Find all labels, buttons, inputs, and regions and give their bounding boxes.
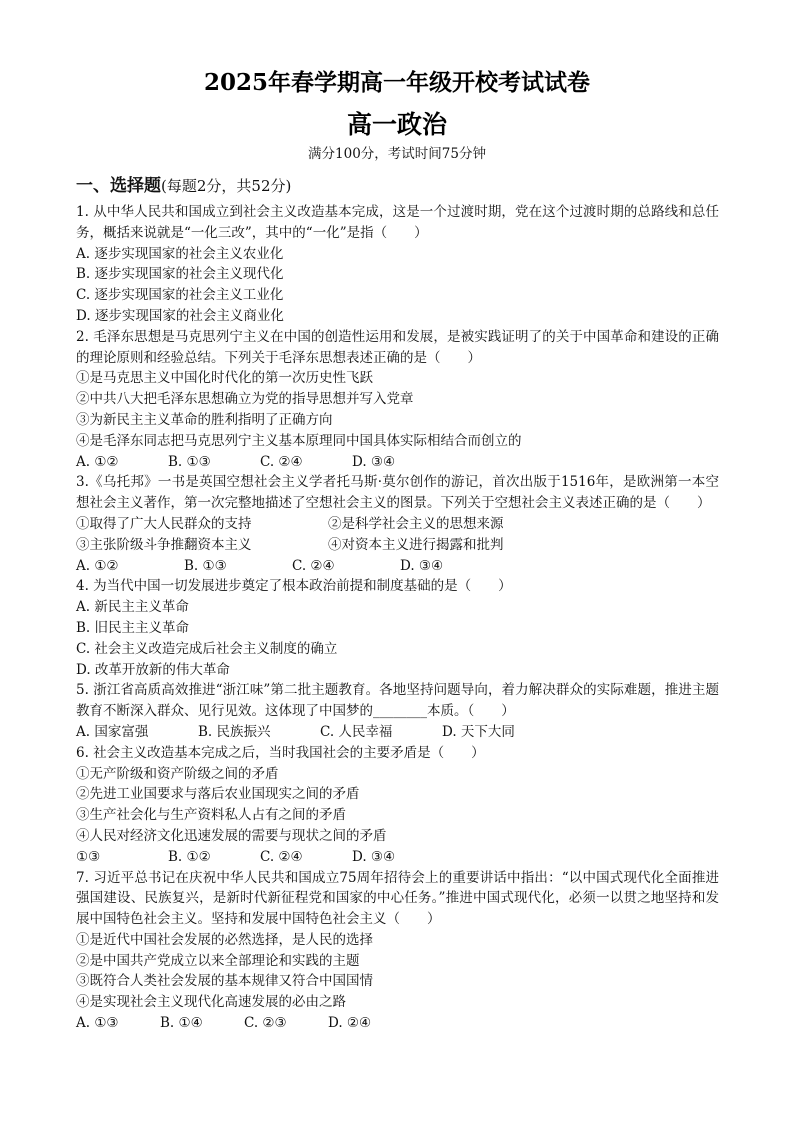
statement-3: ③生产社会化与生产资料私人占有之间的矛盾 <box>76 807 346 824</box>
statement-4: ④对资本主义进行揭露和批判 <box>328 536 504 553</box>
statement-row <box>76 535 719 556</box>
statement-4: ④人民对经济文化迅速发展的需要与现状之间的矛盾 <box>76 827 387 844</box>
statement-1: ①是近代中国社会发展的必然选择，是人民的选择 <box>76 931 373 948</box>
choice-b: B. ①④ <box>160 1015 203 1032</box>
question-7 <box>76 868 719 1034</box>
choice-b: B. ①③ <box>184 557 227 574</box>
choice-c: C. 人民幸福 <box>320 723 393 740</box>
question-6 <box>76 743 719 868</box>
choice-a: ①③ <box>76 848 101 865</box>
statement-3: ③为新民主主义革命的胜利指明了正确方向 <box>76 411 333 428</box>
question-5 <box>76 680 719 742</box>
choice-a: A. ①② <box>76 453 119 470</box>
statement-1: ①取得了广大人民群众的支持 <box>76 515 252 532</box>
score-info: 满分100分，考试时间75分钟 <box>308 146 486 162</box>
statement-2: ②中共八大把毛泽东思想确立为党的指导思想并写入党章 <box>76 391 414 408</box>
statement-2: ②是中国共产党成立以来全部理论和实践的主题 <box>76 952 360 969</box>
option-a: A. 逐步实现国家的社会主义农业化 <box>76 245 284 262</box>
answer-choices <box>76 556 719 577</box>
question-stem: 5. 浙江省高质高效推进“浙江味”第二批主题教育。各地坚持问题导向，着力解决群众的实际难题，推进主题教育不断深入群众、见行见效。这体现了中国梦的________本质。（ ） <box>76 682 719 720</box>
statement-2: ②先进工业国要求与落后农业国现实之间的矛盾 <box>76 786 360 803</box>
choice-d: D. ③④ <box>352 453 396 470</box>
option-d: D. 逐步实现国家的社会主义商业化 <box>76 307 284 324</box>
option-c: C. 逐步实现国家的社会主义工业化 <box>76 287 284 304</box>
statement-2: ②是科学社会主义的思想来源 <box>328 515 504 532</box>
option-b: B. 逐步实现国家的社会主义现代化 <box>76 266 284 283</box>
question-list <box>76 202 719 1034</box>
option-a: A. 新民主主义革命 <box>76 599 189 616</box>
statement-row <box>76 514 719 535</box>
answer-choices <box>76 452 719 473</box>
choice-a: A. 国家富强 <box>76 723 149 740</box>
question-stem: 6. 社会主义改造基本完成之后，当时我国社会的主要矛盾是（ ） <box>76 744 485 761</box>
option-d: D. 改革开放新的伟大革命 <box>76 661 230 678</box>
subject-title: 高一政治 <box>346 110 447 139</box>
choice-d: D. 天下大同 <box>442 723 515 740</box>
statement-1: ①无产阶级和资产阶级之间的矛盾 <box>76 765 279 782</box>
question-stem: 4. 为当代中国一切发展进步奠定了根本政治前提和制度基础的是（ ） <box>76 578 512 595</box>
exam-title: 2025年春学期高一年级开校考试试卷 <box>203 69 590 96</box>
section-title: 一、选择题 <box>76 176 161 196</box>
choice-a: A. ①② <box>76 557 119 574</box>
question-stem: 3.《乌托邦》一书是英国空想社会主义学者托马斯·莫尔创作的游记，首次出版于1516年，是欧洲第一本空想社会主义著作，第一次完整地描述了空想社会主义的图景。下列关于空想社会主义表述正确的是（ ） <box>76 474 719 512</box>
choice-b: B. ①③ <box>168 453 211 470</box>
choice-c: C. ②④ <box>292 557 335 574</box>
option-c: C. 社会主义改造完成后社会主义制度的确立 <box>76 640 338 657</box>
statement-3: ③主张阶级斗争推翻资本主义 <box>76 536 252 553</box>
choice-c: C. ②③ <box>244 1015 287 1032</box>
choice-d: D. ②④ <box>328 1015 372 1032</box>
choice-c: C. ②④ <box>260 453 303 470</box>
question-stem: 7. 习近平总书记在庆祝中华人民共和国成立75周年招待会上的重要讲话中指出：“以中国式现代化全面推进强国建设、民族复兴，是新时代新征程党和国家的中心任务。”推进中国式现代化，必须一以贯之地坚持和发展中国特色社会主义。坚持和发展中国特色社会主义（ ） <box>76 869 719 928</box>
question-2 <box>76 327 719 473</box>
answer-choices <box>76 847 719 868</box>
statement-1: ①是马克思主义中国化时代化的第一次历史性飞跃 <box>76 370 373 387</box>
statement-4: ④是毛泽东同志把马克思列宁主义基本原理同中国具体实际相结合而创立的 <box>76 432 522 449</box>
choice-d: D. ③④ <box>352 848 396 865</box>
section-note: (每题2分，共52分) <box>161 177 292 195</box>
question-stem: 1. 从中华人民共和国成立到社会主义改造基本完成，这是一个过渡时期，党在这个过渡时期的总路线和总任务，概括来说就是“一化三改”，其中的“一化”是指（ ） <box>76 204 719 241</box>
section-heading <box>76 171 291 196</box>
choice-b: B. ①② <box>168 848 211 865</box>
answer-choices <box>76 1013 719 1034</box>
question-4 <box>76 576 719 680</box>
choice-d: D. ③④ <box>400 557 444 574</box>
question-1 <box>76 202 719 327</box>
question-3 <box>76 472 719 576</box>
question-stem: 2. 毛泽东思想是马克思列宁主义在中国的创造性运用和发展，是被实践证明了的关于中国革命和建设的正确的理论原则和经验总结。下列关于毛泽东思想表述正确的是（ ） <box>76 328 719 366</box>
choice-a: A. ①③ <box>76 1015 119 1032</box>
option-b: B. 旧民主主义革命 <box>76 619 190 636</box>
statement-4: ④是实现社会主义现代化高速发展的必由之路 <box>76 994 346 1011</box>
statement-3: ③既符合人类社会发展的基本规律又符合中国国情 <box>76 973 373 990</box>
choice-c: C. ②④ <box>260 848 303 865</box>
answer-choices <box>76 722 719 743</box>
choice-b: B. 民族振兴 <box>198 723 271 740</box>
